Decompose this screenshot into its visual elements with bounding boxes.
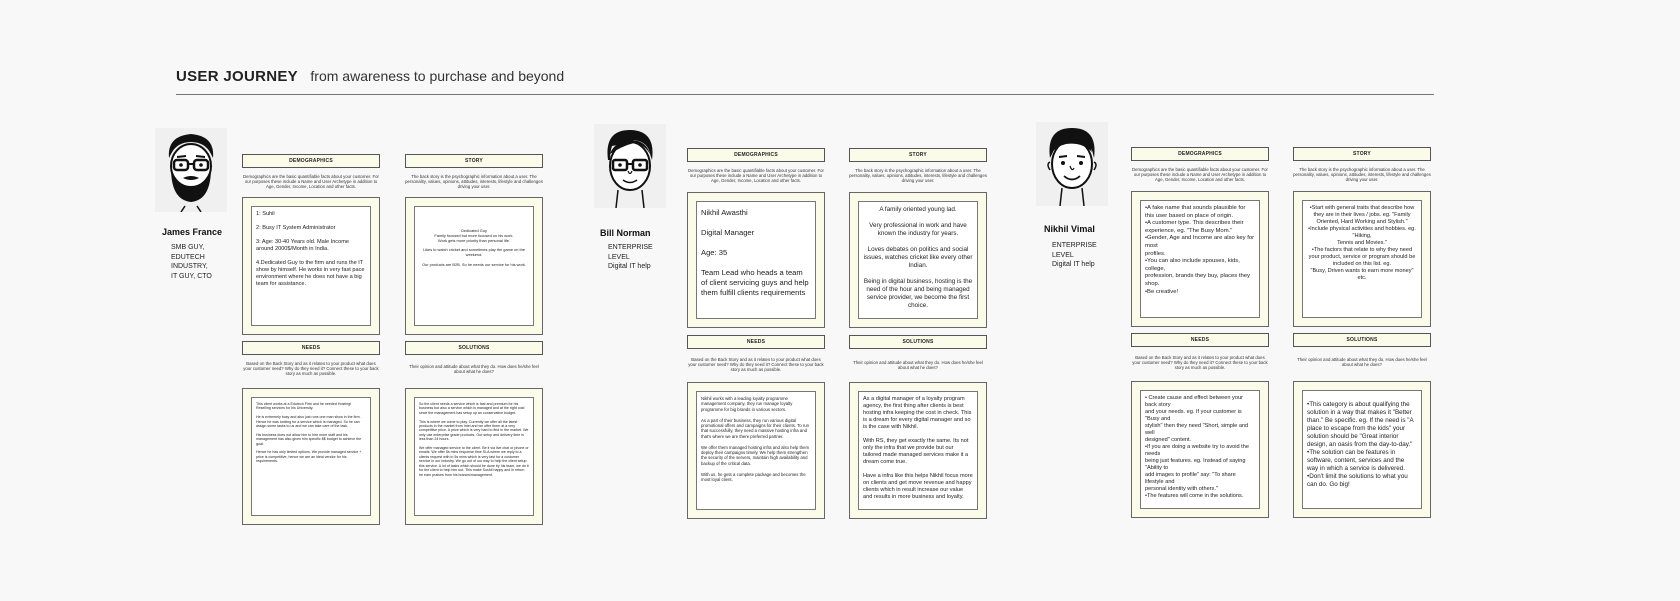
demographics-label: DEMOGRAPHICS: [1131, 147, 1269, 161]
header-divider: [176, 94, 1434, 95]
solutions-text: •This category is about qualifying the solution in a way that makes it "Better than." Be specific. eg. If the need is "A place to escape from the kids" your solution should be "Great interior design, an oasis from the day-to-day." •The solution can be features in software, content, services and the way in which a service is delivered. •Don't limit the solutions to what you can do. Go big!: [1302, 390, 1422, 509]
persona-name: Bill Norman: [600, 228, 651, 238]
persona-role: SMB GUY, EDUTECH INDUSTRY, IT GUY, CTO: [171, 244, 212, 280]
needs-label: NEEDS: [687, 335, 825, 349]
story-card: [1293, 191, 1431, 327]
solutions-card: [849, 382, 987, 519]
story-text: •Start with general traits that describe how they are in their lives / jobs. eg. "Family Oriented, Hard Working and Stylish." •Include physical activities and hobbies. eg. "Hiking, Tennis and Movies." •The factors that relate to why they need your product, service or program should be included on this list. eg. "Busy, Driven wants to earn more money" etc.: [1302, 200, 1422, 318]
needs-description: Based on the Back Story and as it relates to your product what does your customer need? Why do they need it? Connect these to your back story as much as possible.: [1132, 355, 1268, 371]
story-text: Dedicated Guy Family focused but more focused on his work. Work gets more priority than personal life. Likes to watch cricket and sometimes play the game on the weekend. Our products are B2B. So he needs our service for his work.: [414, 206, 534, 326]
needs-card: [687, 382, 825, 519]
demographics-description: Demographics are the basic quantifiable facts about your customer. For our purposes these include a Name and User Archetype in addition to Age, Gender, Income, Location and other facts.: [1132, 167, 1268, 183]
demographics-card: [1131, 191, 1269, 327]
solutions-description: Their opinion and attitude about what they do. How does he/she feel about what he does?: [1297, 357, 1427, 368]
solutions-label: SOLUTIONS: [1293, 333, 1431, 347]
needs-text: This client works at a Edutech Firm and he needed Hosting/ Reselling services for his University. He is extremely busy and also just runs one man show in the firm. Hence he was looking for a service which is managed. So he can assign some tasks to us and we can take care of the task. His business does not allow him to hire more staff and his management has also given him specific $$ budget to achieve the goal. Hence he has only limited options. We provide managed service + price is competitive, hence we are an ideal vendor for his requirements.: [251, 397, 371, 516]
persona-role: ENTERPRISE LEVEL Digital IT help: [608, 244, 653, 270]
demographics-card: [687, 192, 825, 328]
needs-text: Nikhil works with a leading loyalty programme management company, they run manage loyalty programme for big brands in various sectors. As a part of their business, they run various digital promotional offers and campaigns for their clients. To run that successfully, they need a massive hosting infra and that's where we are there preferred partner. We offer them managed hosting infra and also help them deploy their campaigns timely. We help them strengthen the security of the servers, maintain high availability and backup of the critical data. With us, he gets a complete package and becomes the most loyal client.: [696, 391, 816, 510]
solutions-label: SOLUTIONS: [849, 335, 987, 349]
needs-label: NEEDS: [1131, 333, 1269, 347]
page-title: USER JOURNEY: [176, 68, 298, 85]
demographics-label: DEMOGRAPHICS: [242, 154, 380, 168]
demographics-text: Nikhil Awasthi Digital Manager Age: 35 Team Lead who heads a team of client servicing guys and help them fulfill clients requirements: [696, 201, 816, 319]
solutions-description: Their opinion and attitude about what they do. How does he/she feel about what he does?: [853, 360, 983, 371]
solutions-description: Their opinion and attitude about what they do. How does he/she feel about what he does?: [409, 364, 539, 375]
avatar-bearded-man-icon: [155, 128, 227, 212]
needs-description: Based on the Back Story and as it relates to your product what does your customer need? Why do they need it? Connect these to your back story as much as possible.: [688, 357, 824, 373]
demographics-card: [242, 197, 380, 335]
persona-name: Nikhil Vimal: [1044, 224, 1095, 234]
avatar-man-with-glasses-icon: [594, 124, 666, 208]
avatar-smiling-man-icon: [1036, 122, 1108, 206]
demographics-text: •A fake name that sounds plausible for this user based on place of origin. •A customer type. This describes their experience, eg. "The Busy Mom." •Gender, Age and Income are also key for most profiles. •You can also include spouses, kids, college, profession, brands they buy, places they shop. •Be creative!: [1140, 200, 1260, 318]
story-card: [849, 192, 987, 328]
needs-card: [242, 388, 380, 525]
story-label: STORY: [405, 154, 543, 168]
demographics-text: 1: Suhil 2: Busy IT System Administrator 3: Age: 30-40 Years old. Male Income around 2000$/Month in India. 4.Dedicated Guy to the firm and runs the IT show by himself. He works in very fast pace environment where he does not have a big team for assistance.: [251, 206, 371, 326]
solutions-card: [1293, 381, 1431, 518]
story-label: STORY: [1293, 147, 1431, 161]
story-text: A family oriented young lad. Very professional in work and have known the industry for years. Loves debates on politics and social issues, watches cricket like every other Indian. Being in digital business, hosting is the need of the hour and being managed service provider, we become the first choice.: [858, 201, 978, 319]
needs-description: Based on the Back Story and as it relates to your product what does your customer need? Why do they need it? Connect these to your back story as much as possible.: [243, 361, 379, 377]
demographics-label: DEMOGRAPHICS: [687, 148, 825, 162]
needs-text: • Create cause and effect between your back story and your needs. eg. If your customer is "Busy and stylish" then they need "Short, simple and well designed" content. •If you are doing a website try to avoid the needs being just features. eg. Instead of saying "Ability to add images to profile" say: "To share lifestyle and personal identity with others." •The features will come in the solutions.: [1140, 390, 1260, 509]
needs-card: [1131, 381, 1269, 518]
story-description: The back story is the psychographic information about a user. The personality, values, opinions, attitudes, interests, lifestyle and challenges driving your user.: [405, 174, 543, 190]
page-header: [176, 68, 1434, 86]
needs-label: NEEDS: [242, 341, 380, 355]
solutions-text: So the client needs a service which is fast and premium for his business but also a service which is managed and at the right cost since the management has setup up an conservative budget. This is where we come to play. Currently we offer all the latest products in the market from Intel and we offer them at a very competitive price. A price which is very hard to find in the market. We only use enterprise grade products. Our setup and delivery time is less than 24 hours. We offer managed service to the client. Be it via live chat or phone or emails. We offer 5s mins response time SLA where we reply to a clients request with in 5s mins which is very fast for a customer service in our industry. We go out of our way to help the client setup this service. A lot of tasks which should be done by his team, we do it for the client to help him out. This make Sushil happy and in return he earn praises from his bosses/management.: [414, 397, 534, 516]
story-description: The back story is the psychographic information about a user. The personality, values, opinions, attitudes, interests, lifestyle and challenges driving your user.: [1293, 167, 1431, 183]
solutions-card: [405, 388, 543, 525]
story-description: The back story is the psychographic information about a user. The personality, values, opinions, attitudes, interests, lifestyle and challenges driving your user.: [849, 168, 987, 184]
persona-name: James France: [162, 227, 223, 237]
persona-role: ENTERPRISE LEVEL Digital IT help: [1052, 242, 1097, 268]
story-card: [405, 197, 543, 335]
solutions-text: As a digital manager of a loyalty program agency, the first thing after clients is best hosting infra keeping the cost in check. This is a dream for every digital manager and so is the case with Nikhil. With RS, they get exactly the same. Its not only the infra that we provide but our tailored made managed services make it a dream come true. Have a infra like this helps Nikhil focus more on clients and get move revenue and happy clients which in result increase our value and results in more business and loyalty.: [858, 391, 978, 510]
story-label: STORY: [849, 148, 987, 162]
solutions-label: SOLUTIONS: [405, 341, 543, 355]
page-subtitle: from awareness to purchase and beyond: [310, 68, 565, 84]
demographics-description: Demographics are the basic quantifiable facts about your customer. For our purposes these include a Name and User Archetype in addition to Age, Gender, Income, Location and other facts.: [243, 174, 379, 190]
demographics-description: Demographics are the basic quantifiable facts about your customer. For our purposes these include a Name and User Archetype in addition to Age, Gender, Income, Location and other facts.: [688, 168, 824, 184]
